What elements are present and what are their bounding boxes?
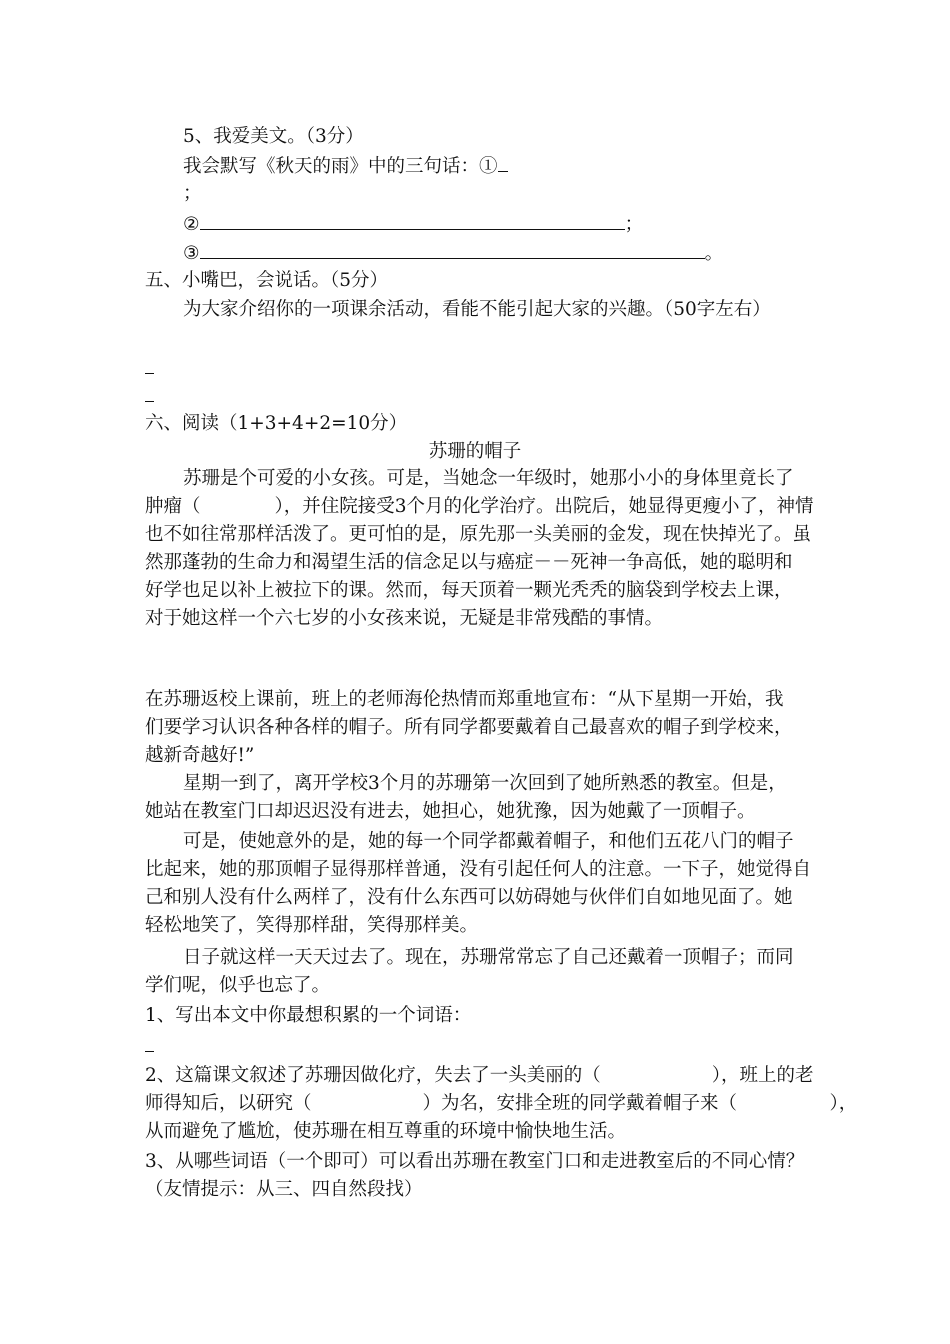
paragraph-line: 也不如往常那样活泼了。更可怕的是，原先那一头美丽的金发，现在快掉光了。虽 (145, 524, 812, 545)
question-1-answer-blank[interactable] (145, 1033, 154, 1059)
paragraph-line: 然那蓬勃的生命力和渴望生活的信念足以与癌症－－死神一争高低，她的聪明和 (145, 552, 793, 573)
paragraph-line: 对于她这样一个六七岁的小女孩来说，无疑是非常残酷的事情。 (145, 608, 664, 629)
short-underline (145, 1033, 154, 1052)
question-2-line: 师得知后，以研究（ ）为名，安排全班的同学戴着帽子来（ ）， (145, 1093, 858, 1114)
section-five-heading: 五、小嘴巴，会说话。（5分） (145, 270, 389, 291)
paragraph-line: 己和别人没有什么两样了，没有什么东西可以妨碍她与伙伴们自如地见面了。她 (145, 887, 793, 908)
answer-blank-short-1[interactable] (145, 355, 154, 381)
paragraph-line: 学们呢，似乎也忘了。 (145, 975, 331, 996)
section5-prompt-text: 我会默写《秋天的雨》中的三句话：① (183, 156, 498, 177)
mark-2: ② (183, 214, 200, 235)
answer-blank-1[interactable] (498, 153, 508, 172)
paragraph-line: 越新奇越好!” (145, 745, 255, 766)
section-five-prompt: 为大家介绍你的一项课余活动，看能不能引起大家的兴趣。（50字左右） (183, 299, 771, 320)
paragraph-line: 肿瘤（ ），并住院接受3个月的化学治疗。出院后，她显得更瘦小了，神情 (145, 496, 814, 517)
mark-3: ③ (183, 243, 200, 264)
answer-blank-short-2[interactable] (145, 383, 154, 409)
short-underline (145, 383, 154, 402)
question-3-hint: （友情提示：从三、四自然段找） (145, 1179, 423, 1200)
end-2: ； (624, 214, 644, 235)
answer-line-2 (183, 211, 643, 237)
answer-blank-3[interactable] (200, 240, 705, 259)
paragraph-line: 在苏珊返校上课前，班上的老师海伦热情而郑重地宣布：“从下星期一开始，我 (145, 689, 784, 710)
paragraph-line: 轻松地笑了，笑得那样甜，笑得那样美。 (145, 915, 479, 936)
section5-prompt (183, 153, 508, 179)
end-3: 。 (704, 243, 724, 264)
paragraph-line: 好学也足以补上被拉下的课。然而，每天顶着一颗光秃秃的脑袋到学校去上课， (145, 580, 793, 601)
paragraph-line: 日子就这样一天天过去了。现在，苏珊常常忘了自己还戴着一顶帽子；而同 (183, 947, 794, 968)
paragraph-line: 们要学习认识各种各样的帽子。所有同学都要戴着自己最喜欢的帽子到学校来， (145, 717, 793, 738)
paragraph-line: 星期一到了，离开学校3个月的苏珊第一次回到了她所熟悉的教室。但是， (183, 773, 787, 794)
blank1-end: ； (183, 183, 202, 204)
paragraph-line: 苏珊是个可爱的小女孩。可是，当她念一年级时，她那小小的身体里竟长了 (183, 468, 794, 489)
question-2-line: 2、这篇课文叙述了苏珊因做化疗，失去了一头美丽的（ ），班上的老 (145, 1065, 814, 1086)
paragraph-line: 可是，使她意外的是，她的每一个同学都戴着帽子，和他们五花八门的帽子 (183, 831, 794, 852)
short-underline (145, 355, 154, 374)
answer-line-3 (183, 240, 723, 266)
story-title: 苏珊的帽子 (428, 441, 522, 462)
question-1: 1、写出本文中你最想积累的一个词语： (145, 1005, 472, 1026)
question-2-line: 从而避免了尴尬，使苏珊在相互尊重的环境中愉快地生活。 (145, 1121, 627, 1142)
answer-blank-2[interactable] (200, 211, 625, 230)
paragraph-line: 比起来，她的那顶帽子显得那样普通，没有引起任何人的注意。一下子，她觉得自 (145, 859, 812, 880)
section5-heading: 5、我爱美文。（3分） (183, 126, 364, 147)
section-six-heading: 六、阅读（1+3+4+2=10分） (145, 413, 408, 434)
question-3-line: 3、从哪些词语（一个即可）可以看出苏珊在教室门口和走进教室后的不同心情？ (145, 1151, 805, 1172)
paragraph-line: 她站在教室门口却迟迟没有进去，她担心，她犹豫，因为她戴了一顶帽子。 (145, 801, 756, 822)
